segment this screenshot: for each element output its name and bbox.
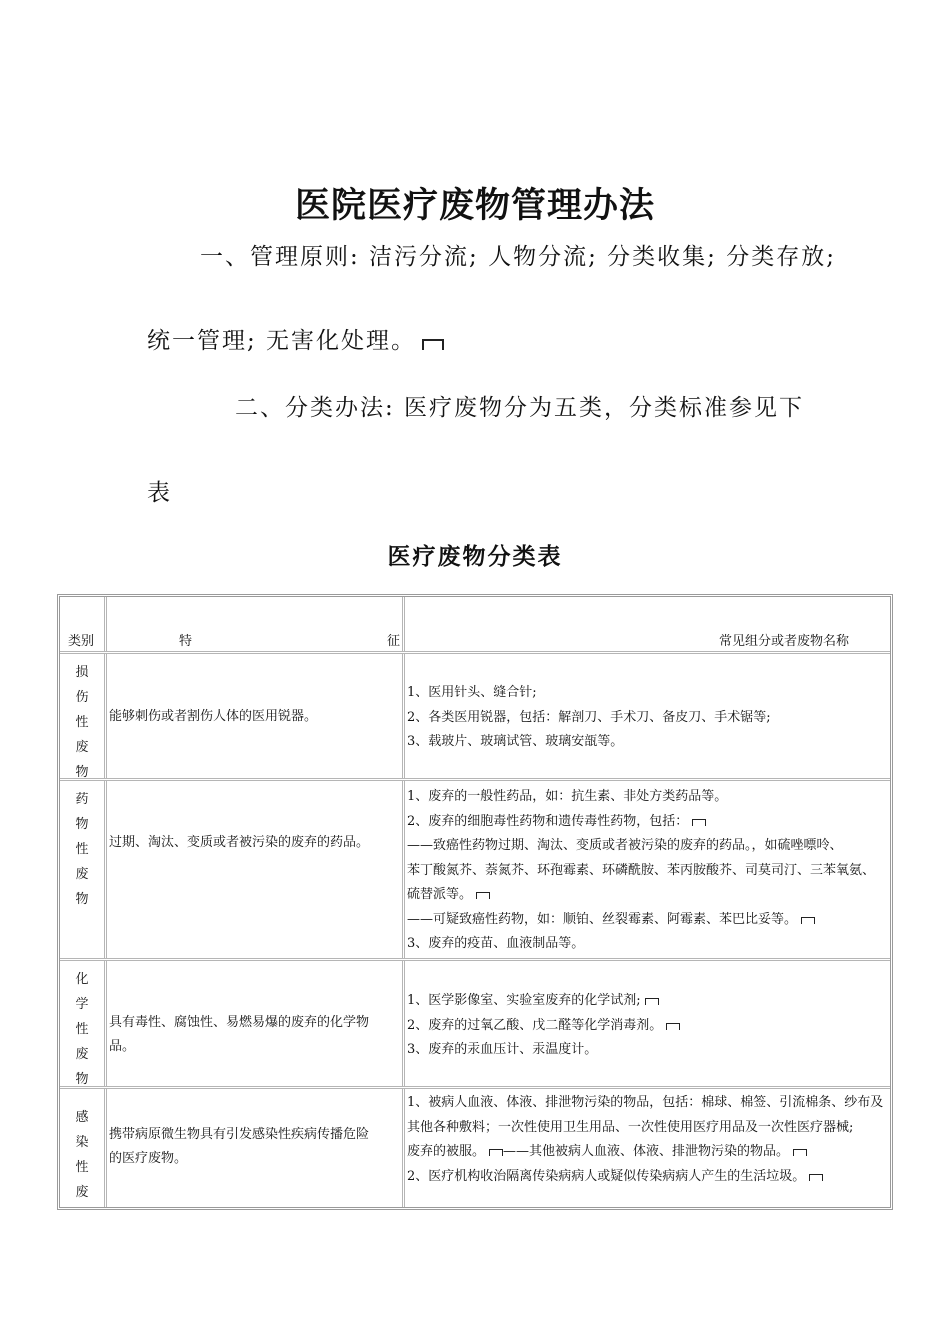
header-category-cell — [60, 597, 107, 651]
category-cell: 损 伤 性 废 物 — [60, 654, 107, 778]
components-cell — [405, 1089, 890, 1207]
paragraph-mark-icon — [793, 1149, 807, 1156]
paragraph-mark-icon — [809, 1174, 823, 1181]
method-line-2: 表 — [147, 480, 172, 506]
header-feature-b: 征 — [387, 634, 401, 649]
list-item: 2、各类医用锐器，包括：解剖刀、手术刀、备皮刀、手术锯等; — [407, 709, 771, 725]
list-item: 1、废弃的一般性药品，如：抗生素、非处方类药品等。 — [407, 789, 728, 804]
list-item: 3、废弃的汞血压计、汞温度计。 — [407, 1042, 598, 1057]
paragraph-mark-icon — [692, 819, 706, 826]
list-item: 3、废弃的疫苗、血液制品等。 — [407, 936, 585, 951]
list-item: ——可疑致癌性药物，如：顺铂、丝裂霉素、阿霉素、苯巴比妥等。 — [407, 908, 888, 933]
principles-line-2: 统一管理; 无害化处理。 — [147, 322, 444, 355]
components-cell — [405, 961, 890, 1086]
list-item: 1、被病人血液、体液、排泄物污染的物品，包括：棉球、棉签、引流棉条、纱布及 — [407, 1095, 884, 1110]
document-title: 医院医疗废物管理办法 — [294, 186, 655, 226]
list-item: 1、医学影像室、实验室废弃的化学试剂; — [407, 989, 888, 1014]
list-item: 苯丁酸氮芥、萘氮芥、环孢霉素、环磷酰胺、苯丙胺酸芥、司莫司汀、三苯氧氨、 — [407, 862, 876, 878]
paragraph-mark-icon — [422, 339, 444, 350]
paragraph-mark-icon — [476, 892, 490, 899]
list-item: ——致癌性药物过期、淘汰、变质或者被污染的废弃的药品。，如硫唑嘌呤、 — [407, 838, 843, 853]
table-row — [60, 961, 890, 1089]
paragraph-mark-icon — [489, 1149, 503, 1156]
header-feature-a: 特 — [179, 634, 193, 649]
table-header-row — [60, 597, 890, 654]
list-item: 其他各种敷料；一次性使用卫生用品、一次性使用医疗用品及一次性医疗器械; — [407, 1119, 854, 1135]
list-item: 2、废弃的细胞毒性药物和遗传毒性药物，包括： — [407, 810, 888, 835]
list-item: 3、载玻片、玻璃试管、玻璃安瓿等。 — [407, 734, 624, 749]
list-item: 硫替派等。 — [407, 883, 888, 908]
waste-classification-table — [57, 594, 893, 1210]
table-title: 医疗废物分类表 — [387, 544, 563, 570]
header-components-cell — [405, 597, 890, 651]
category-cell: 感 染 性 废 — [60, 1089, 107, 1207]
list-item: 废弃的被服。 ——其他被病人血液、体液、排泄物污染的物品。 — [407, 1140, 888, 1165]
feature-cell: 过期、淘汰、变质或者被污染的废弃的药品。 — [107, 781, 405, 958]
components-cell — [405, 654, 890, 778]
table-row — [60, 654, 890, 781]
paragraph-mark-icon — [666, 1023, 680, 1030]
list-item: 2、医疗机构收治隔离传染病病人或疑似传染病病人产生的生活垃圾。 — [407, 1165, 888, 1190]
table-row — [60, 1089, 890, 1207]
list-item: 2、废弃的过氧乙酸、戊二醛等化学消毒剂。 — [407, 1014, 888, 1039]
feature-cell: 具有毒性、腐蚀性、易燃易爆的废弃的化学物 品。 — [107, 961, 405, 1086]
table-row — [60, 781, 890, 961]
feature-cell: 能够刺伤或者割伤人体的医用锐器。 — [107, 654, 405, 778]
paragraph-mark-icon — [645, 998, 659, 1005]
principles-line-1: 一、管理原则: 洁污分流; 人物分流; 分类收集; 分类存放; — [200, 244, 836, 270]
header-feature-cell — [107, 597, 405, 651]
category-cell: 化 学 性 废 物 — [60, 961, 107, 1086]
header-category: 类别 — [68, 634, 95, 649]
category-cell: 药 物 性 废 物 — [60, 781, 107, 958]
list-item: 1、医用针头、缝合针; — [407, 685, 537, 700]
paragraph-mark-icon — [801, 917, 815, 924]
method-line-1: 二、分类办法: 医疗废物分为五类，分类标准参见下 — [235, 395, 805, 421]
feature-cell: 携带病原微生物具有引发感染性疾病传播危险 的医疗废物。 — [107, 1089, 405, 1207]
header-components: 常见组分或者废物名称 — [719, 634, 850, 649]
components-cell — [405, 781, 890, 958]
